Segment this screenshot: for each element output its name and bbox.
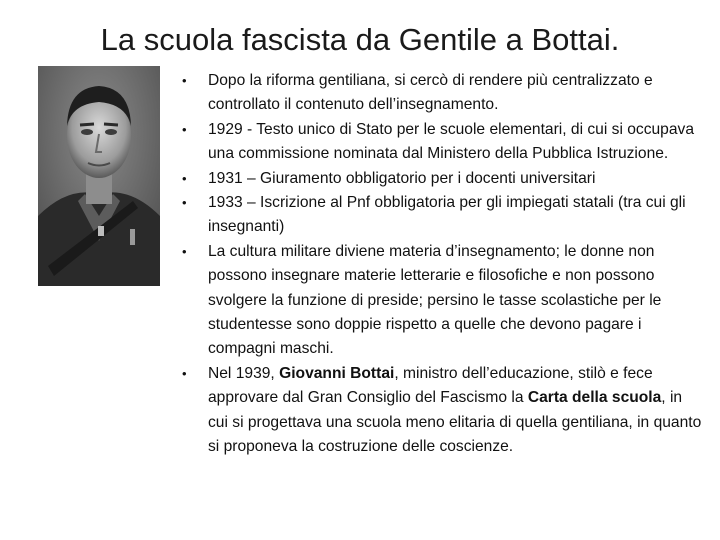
bold-carta-della-scuola: Carta della scuola xyxy=(527,389,662,407)
bullet-text xyxy=(208,365,701,455)
bullet-text: 1931 – Giuramento obbligatorio per i docenti universitari xyxy=(208,169,596,187)
bullet-dot: • xyxy=(182,195,187,211)
bullet-item xyxy=(182,167,702,191)
bullet-item xyxy=(182,191,702,240)
bullet-dot: • xyxy=(182,73,187,88)
slide-title: La scuola fascista da Gentile a Bottai. xyxy=(100,22,620,57)
bullet-text: 1933 – Iscrizione al Pnf obbligatoria per gli impiegati statali (tra cui gli insegnanti) xyxy=(208,194,686,236)
bullet-dot: • xyxy=(182,365,187,381)
bullet-text-part: Nel 1939, xyxy=(208,364,280,382)
bullet-item xyxy=(182,118,702,167)
bullet-text-part: , in cui si progettava una scuola meno elitaria di quella gentiliana, in quanto si proponeva la costruzione delle coscienze. xyxy=(208,389,702,456)
bullet-dot: • xyxy=(182,121,187,137)
portrait-photo xyxy=(38,66,160,286)
bullet-text-part: , ministro dell’educazione, stilò e fece approvare dal Gran Consiglio del Fascismo la xyxy=(208,364,653,407)
bullet-text: La cultura militare diviene materia d’insegnamento; le donne non possono insegnare materie letterarie e filosofiche e non possono svolgere la funzione di preside; persino le tasse scolastiche per le studentesse sono doppie rispetto a quelle che devono pagare i compagni maschi. xyxy=(208,242,662,358)
portrait-illustration xyxy=(38,66,160,286)
bullet-text: Dopo la riforma gentiliana, si cercò di rendere più centralizzato e controllato il contenuto dell’insegnamento. xyxy=(208,72,653,114)
bullet-dot: • xyxy=(182,243,187,259)
bullet-dot: • xyxy=(182,170,187,186)
bullet-text: 1929 - Testo unico di Stato per le scuole elementari, di cui si occupava una commissione nominata dal Ministero della Pubblica Istruzione. xyxy=(208,120,694,163)
bullet-list xyxy=(182,69,702,460)
bullet-item xyxy=(182,69,702,118)
bullet-item xyxy=(182,240,702,362)
bullet-item xyxy=(182,362,702,460)
bold-name-bottai: Giovanni Bottai xyxy=(279,364,395,382)
